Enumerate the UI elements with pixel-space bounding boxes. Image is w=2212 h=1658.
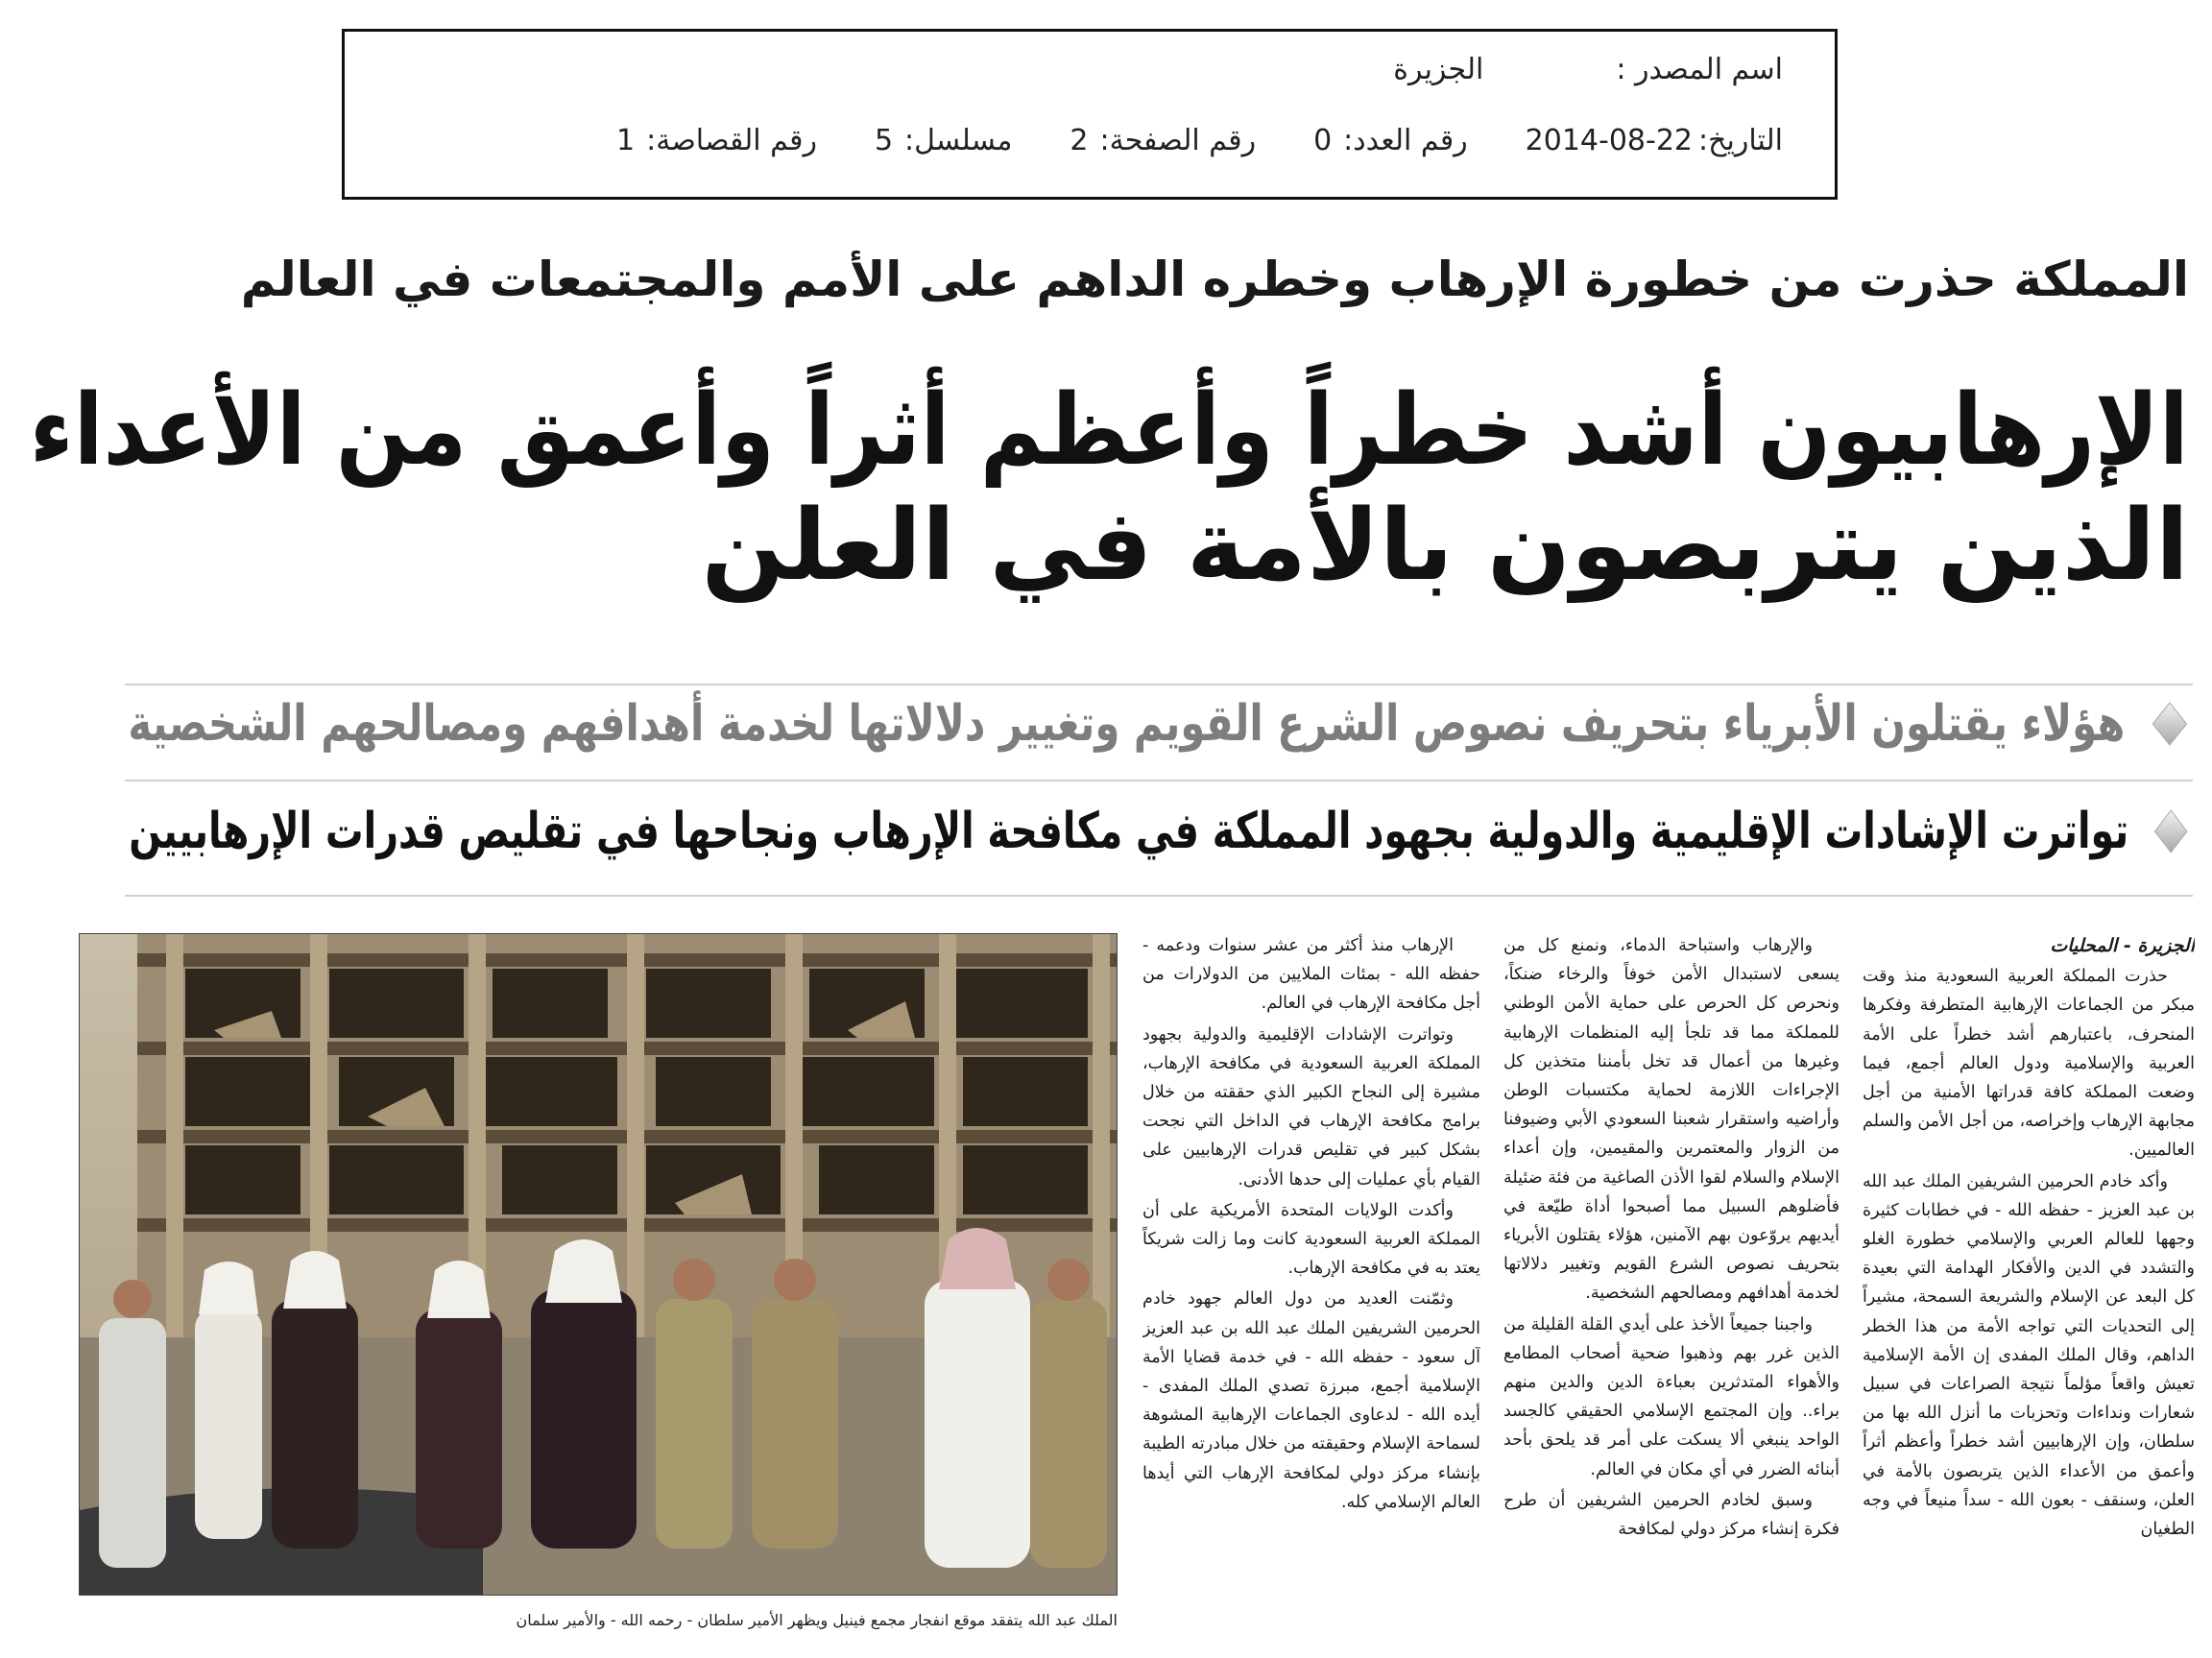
issue-label: رقم العدد: <box>1343 124 1468 157</box>
source-label: اسم المصدر : <box>1616 53 1783 86</box>
headline-kicker: المملكة حذرت من خطورة الإرهاب وخطره الداهم على الأمم والمجتمعات في العالم <box>240 252 2189 307</box>
source-info-box <box>342 29 1838 200</box>
article-column-2 <box>1503 931 1839 1651</box>
date-value: 2014-08-22 <box>1525 124 1694 157</box>
diamond-bullet-icon <box>2152 702 2187 745</box>
subheadline-2-text: تواترت الإشادات الإقليمية والدولية بجهود المملكة في مكافحة الإرهاب ونجاحها في تقليص قدرات الإرهابيين <box>129 803 2129 860</box>
clipping-value: 1 <box>616 124 636 157</box>
serial-value: 5 <box>874 124 894 157</box>
issue-value: 0 <box>1313 124 1333 157</box>
paragraph: وأكدت الولايات المتحدة الأمريكية على أن المملكة العربية السعودية كانت وما زالت شريكاً يعتد به في مكافحة الإرهاب. <box>1142 1200 1480 1279</box>
date-label: التاريخ: <box>1698 124 1783 157</box>
photo-caption: الملك عبد الله يتفقد موقع انفجار مجمع فينيل ويظهر الأمير سلطان - رحمه الله - والأمير سلمان <box>516 1611 1118 1629</box>
source-row <box>1335 53 1783 86</box>
subheadline-1-text: هؤلاء يقتلون الأبرياء بتحريف نصوص الشرع القويم وتغيير دلالاتها لخدمة أهدافهم ومصالحهم الشخصية <box>128 695 2126 753</box>
main-headline-line-1: الإرهابيون أشد خطراً وأعظم أثراً وأعمق من الأعداء <box>30 373 2189 488</box>
serial-label: مسلسل: <box>904 124 1013 157</box>
divider-rule <box>125 895 2193 897</box>
page-label: رقم الصفحة: <box>1099 124 1257 157</box>
paragraph: والإرهاب واستباحة الدماء، ونمنع كل من يسعى لاستبدال الأمن خوفاً والرخاء ضنكاً، ونحرص كل الحرص على حماية الأمن الوطني للمملكة مما قد تلجأ إليه المنظمات الإرهابية وغيرها من أعمال قد تخل بأمننا متخذين كل الإجراءات اللازمة لحماية مكتسبات الوطن وأراضيه واستقرار شعبنا السعودي الأبي وضيوفنا من الزوار والمعتمرين والمقيمين، وإن أعداء الإسلام والسلام لقوا الأذن الصاغية من فئة ضئيلة فأضلوهم السبيل مما أصبحوا أداة طيّعة في أيديهم يروّعون بهم الآمنين، هؤلاء يقتلون الأبرياء بتحريف نصوص الشرع القويم وتغيير دلالاتها لخدمة أهدافهم ومصالحهم الشخصية. <box>1503 936 1839 1304</box>
page-value: 2 <box>1070 124 1089 157</box>
paragraph: الإرهاب منذ أكثر من عشر سنوات ودعمه - حفظه الله - بمئات الملايين من الدولارات من أجل مكافحة الإرهاب في العالم. <box>1142 936 1480 1014</box>
paragraph: وثمّنت العديد من دول العالم جهود خادم الحرمين الشريفين الملك عبد الله بن عبد العزيز آل سعود - حفظه الله - في خدمة قضايا الأمة الإسلامية أجمع، مبرزة تصدي الملك المفدى - أيده الله - لدعاوى الجماعات الإرهابية المشوهة لسماحة الإسلام وحقيقته من خلال مبادرته الطيبة بإنشاء مركز دولي لمكافحة الإرهاب التي أيدها العالم الإسلامي كله. <box>1142 1289 1480 1512</box>
main-headline-line-2: الذين يتربصون بالأمة في العلن <box>701 489 2189 603</box>
divider-rule <box>125 780 2193 781</box>
divider-rule <box>125 684 2193 685</box>
source-value: الجزيرة <box>1393 53 1484 86</box>
paragraph: وسبق لخادم الحرمين الشريفين أن طرح فكرة إنشاء مركز دولي لمكافحة <box>1503 1490 1839 1540</box>
paragraph: وتواترت الإشادات الإقليمية والدولية بجهود المملكة العربية السعودية في مكافحة الإرهاب، مشيرة إلى النجاح الكبير الذي حققته من خلال برامج مكافحة الإرهاب في الداخل التي نجحت بشكل كبير في تقليص قدرات الإرهابيين على القيام بأي عمليات إلى حدها الأدنى. <box>1142 1024 1480 1189</box>
paragraph: واجبنا جميعاً الأخذ على أيدي القلة القليلة من الذين غرر بهم وذهبوا ضحية أصحاب المطامع والأهواء المتدثرين بعباءة الدين والدين منهم براء.. وإن المجتمع الإسلامي الحقيقي كالجسد الواحد ينبغي ألا يسكت على أمر قد يلحق بأحد أبنائه الضرر في أي مكان في العالم. <box>1503 1314 1839 1479</box>
clipping-label: رقم القصاصة: <box>646 124 817 157</box>
article-column-3 <box>1142 931 1480 1651</box>
paragraph: حذرت المملكة العربية السعودية منذ وقت مبكر من الجماعات الإرهابية المتطرفة وفكرها المنحرف، باعتبارهم أشد خطراً على الأمة العربية والإسلامية ودول العالم أجمع، فيما وضعت المملكة كافة قدراتها الأمنية من أجل مجابهة الإرهاب وإخراصه، من أجل الأمن والسلم العالميين. <box>1863 967 2195 1161</box>
paragraph: وأكد خادم الحرمين الشريفين الملك عبد الله بن عبد العزيز - حفظه الله - في خطابات كثيرة وجهها للعالم العربي والإسلامي خطورة الغلو والتشدد في الدين والأفكار الهدامة التي بعيدة كل البعد عن الإسلام والشريعة السمحة، مشيراً إلى التحديات التي تواجه الأمة من هذا الخطر الداهم، وقال الملك المفدى إن الأمة الإسلامية تعيش واقعاً مؤلماً نتيجة الصراعات في سبيل شعارات ونداءات وتحزبات ما أنزل الله بها من سلطان، وإن الإرهابيين أشد خطراً وأعظم أثراً وأعمق من الأعداء الذين يتربصون بالأمة في العلن، وسنقف - بعون الله - سداً منيعاً في وجه الطغيان <box>1863 1171 2195 1540</box>
diamond-bullet-icon <box>2154 809 2187 853</box>
byline: الجزيرة - المحليات <box>2050 935 2195 956</box>
news-photo <box>79 933 1118 1596</box>
photo-illustration <box>80 934 1118 1596</box>
subheadline-2 <box>129 803 2193 860</box>
subheadline-1 <box>128 695 2193 753</box>
issue-details-row <box>616 124 1783 157</box>
article-column-1 <box>1863 931 2195 1651</box>
